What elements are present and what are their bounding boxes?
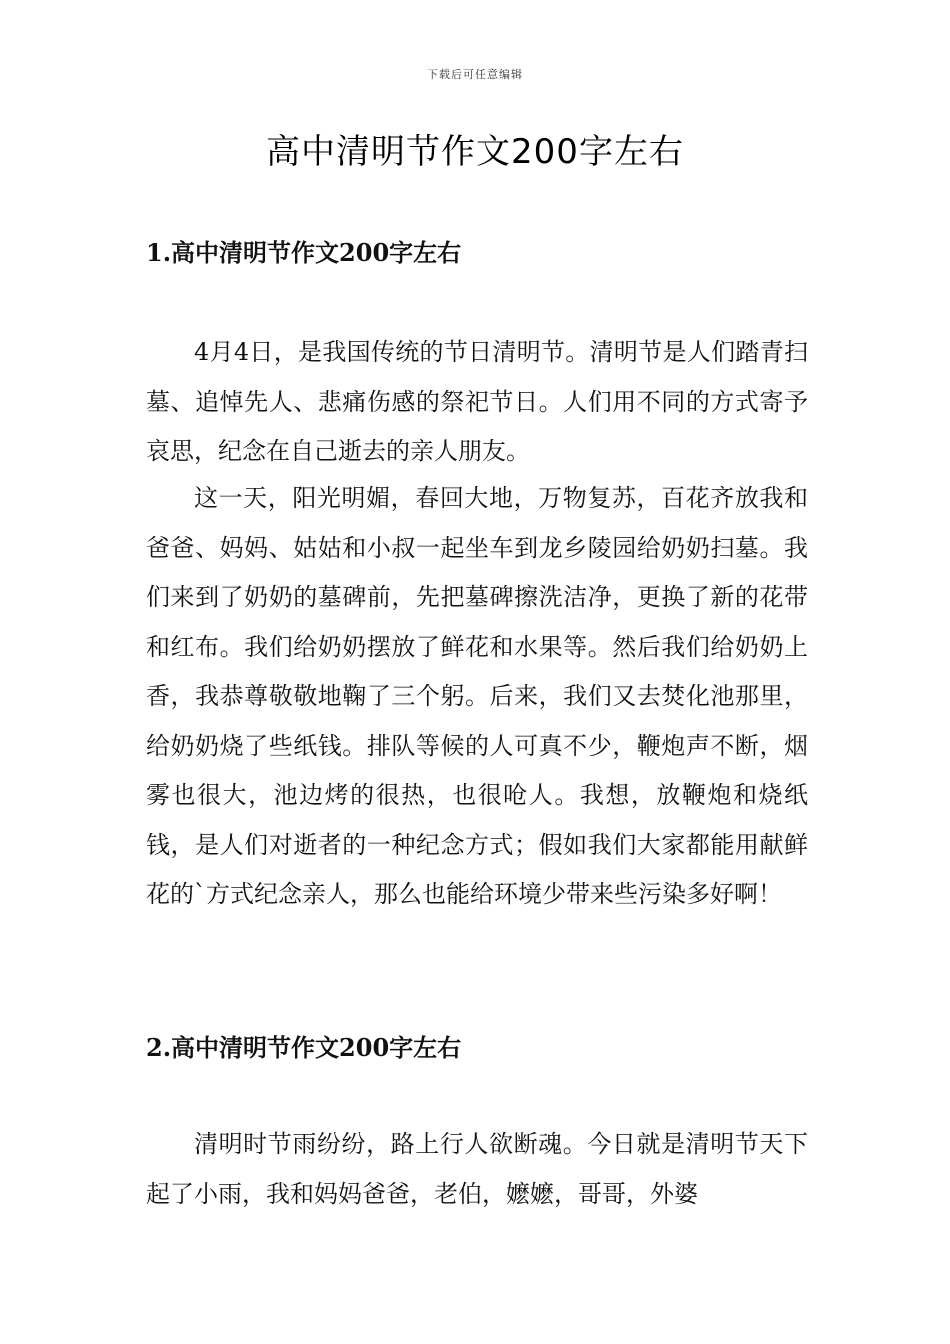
section-1-paragraph-2: 这一天，阳光明媚，春回大地，万物复苏，百花齐放我和爸爸、妈妈、姑姑和小叔一起坐车到龙乡陵园给奶奶扫墓。我们来到了奶奶的墓碑前，先把墓碑擦洗洁净，更换了新的花带和红布。我们给奶奶摆放了鲜花和水果等。然后我们给奶奶上香，我恭尊敬敬地鞠了三个躬。后来，我们又去焚化池那里，给奶奶烧了些纸钱。排队等候的人可真不少，鞭炮声不断，烟雾也很大，池边烤的很热，也很呛人。我想，放鞭炮和烧纸钱，是人们对逝者的一种纪念方式；假如我们大家都能用献鲜花的`方式纪念亲人，那么也能给环境少带来些污染多好啊！ <box>146 484 808 908</box>
section-heading-2: 2.高中清明节作文200字左右 <box>146 1033 462 1062</box>
section-heading-1: 1.高中清明节作文200字左右 <box>146 238 462 267</box>
document-title: 高中清明节作文200字左右 <box>266 132 684 172</box>
header-note: 下载后可任意编辑 <box>427 68 523 81</box>
section-1-paragraph-1: 4月4日，是我国传统的节日清明节。清明节是人们踏青扫墓、追悼先人、悲痛伤感的祭祀节日。人们用不同的方式寄予哀思，纪念在自己逝去的亲人朋友。 <box>146 338 808 465</box>
section-2-paragraph-1: 清明时节雨纷纷，路上行人欲断魂。今日就是清明节天下起了小雨，我和妈妈爸爸，老伯，嬷嬷，哥哥，外婆 <box>146 1130 808 1208</box>
